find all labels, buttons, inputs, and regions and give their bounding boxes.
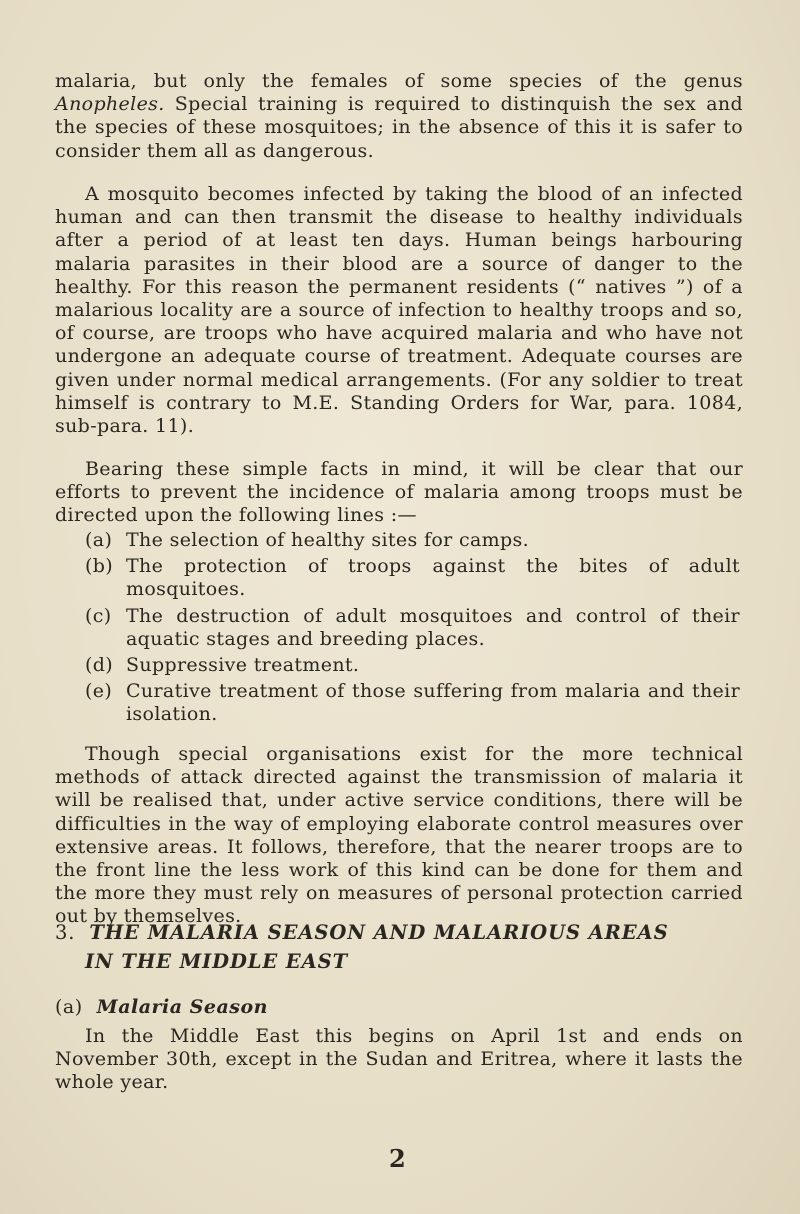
list-marker: (c) bbox=[85, 604, 112, 627]
section-number: 3. bbox=[55, 921, 76, 944]
list-marker: (e) bbox=[85, 680, 113, 703]
paragraph-2-text: A mosquito becomes infected by taking the blood of an infected human and can then transmit the disease to healthy individuals after a period of at least ten days. Human beings harbouring malaria parasites in their blood are a source of danger to the healthy. For this reason the permanent residents (“ natives ”) of a malarious locality are a source of infection to healthy troops and so, of course, are troops who have acquired malaria and who have not undergone an adequate course of treatment. Adequate courses are given under normal medical arrangements. (For any soldier to treat himself is contrary to M.E. Standing Orders for War, para. 1084, sub-para. 11). bbox=[55, 183, 743, 438]
paragraph-4-text: Though special organisations exist for the more technical methods of attack directed against the transmission of malaria it will be realised that, under active service conditions, there will be difficulties in the way of employing elaborate control measures over extensive areas. It follows, therefore, that the nearer troops are to the front line the less work of this kind can be done for them and the more they must rely on measures of personal protection carried out by themselves. bbox=[55, 743, 743, 928]
list-item-text: The selection of healthy sites for camps. bbox=[126, 529, 529, 551]
list-marker: (d) bbox=[85, 654, 114, 677]
list-item bbox=[85, 654, 740, 677]
section-title-line-1: THE MALARIA SEASON AND MALARIOUS AREAS bbox=[89, 921, 669, 944]
list-item-text: Curative treatment of those suffering from malaria and their isolation. bbox=[126, 680, 740, 726]
measures-list bbox=[85, 529, 740, 730]
paragraph-1 bbox=[55, 70, 743, 163]
paragraph-1-start: malaria, but only the females of some species of the genus bbox=[55, 70, 743, 92]
list-item-text: The destruction of adult mosquitoes and control of their aquatic stages and breeding places. bbox=[126, 604, 740, 650]
paragraph-4 bbox=[55, 743, 743, 929]
paragraph-5-text: In the Middle East this begins on April 1st and ends on November 30th, except in the Sudan and Eritrea, where it lasts the whole year. bbox=[55, 1025, 743, 1094]
paragraph-3 bbox=[55, 458, 743, 528]
list-item bbox=[85, 680, 740, 726]
list-item bbox=[85, 555, 740, 601]
list-item bbox=[85, 529, 740, 552]
list-marker: (a) bbox=[85, 529, 113, 551]
page-number: 2 bbox=[389, 1144, 406, 1173]
subsection-heading bbox=[55, 996, 743, 1018]
list-item-text: Suppressive treatment. bbox=[126, 654, 360, 677]
list-item bbox=[85, 605, 740, 651]
section-title-line-2: IN THE MIDDLE EAST bbox=[85, 950, 348, 973]
subsection-label: (a) bbox=[55, 996, 83, 1018]
paragraph-5 bbox=[55, 1025, 743, 1095]
paragraph-2 bbox=[55, 183, 743, 438]
paragraph-3-text: Bearing these simple facts in mind, it will be clear that our efforts to prevent the incidence of malaria among troops must be directed upon the following lines :— bbox=[55, 458, 743, 527]
section-heading bbox=[55, 918, 743, 976]
subsection-title: Malaria Season bbox=[96, 996, 268, 1018]
list-item-text: The protection of troops against the bites of adult mosquitoes. bbox=[126, 555, 740, 601]
paragraph-1-end: Special training is required to distinquish the sex and the species of these mosquitoes; in the absence of this it is safer to consider them all as dangerous. bbox=[55, 93, 743, 162]
list-marker: (b) bbox=[85, 555, 114, 578]
genus-name: Anopheles. bbox=[55, 93, 165, 116]
